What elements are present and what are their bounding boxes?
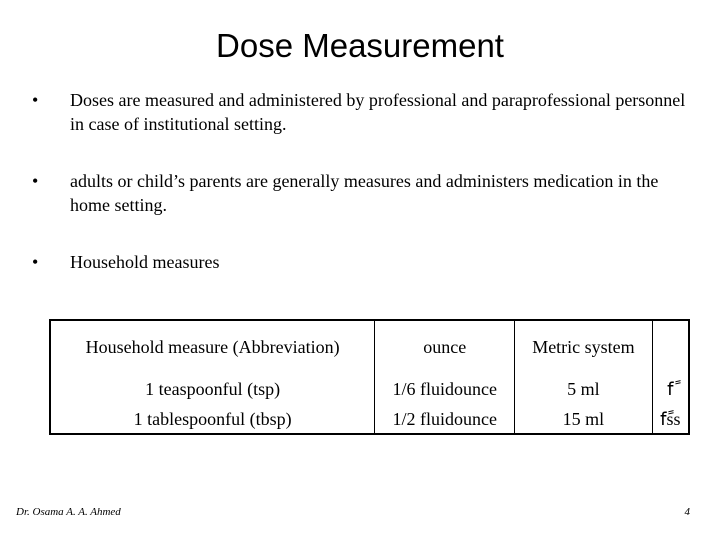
slide-title: Dose Measurement	[216, 27, 504, 64]
header-metric-system: Metric system	[515, 320, 652, 373]
bullet-list	[32, 88, 692, 274]
bullet-item	[32, 169, 692, 217]
bullet-marker: •	[32, 171, 39, 191]
bullet-text: Doses are measured and administered by professional and paraprofessional personnel in case of institutional setting.	[70, 90, 686, 134]
cell-ounce: 1/2 fluidounce	[375, 405, 515, 434]
bullet-text: adults or child’s parents are generally measures and administers medication in the home setting.	[70, 171, 659, 215]
bullet-item	[32, 88, 692, 136]
bullet-marker: •	[32, 90, 39, 110]
cell-household-measure: 1 teaspoonful (tsp)	[145, 378, 281, 399]
cell-apothecary: fًss	[652, 405, 689, 434]
table-row	[50, 405, 689, 434]
cell-metric: 15 ml	[515, 405, 652, 434]
page-number: 4	[684, 506, 690, 518]
cell-apothecary: fً	[652, 373, 689, 405]
footer-author: Dr. Osama A. A. Ahmed	[16, 506, 121, 518]
cell-ounce: 1/6 fluidounce	[375, 373, 515, 405]
household-measures-table	[49, 319, 690, 435]
bullet-item	[32, 250, 692, 274]
header-household-measure: Household measure (Abbreviation)	[85, 337, 340, 357]
header-ounce: ounce	[375, 320, 515, 373]
cell-metric: 5 ml	[515, 373, 652, 405]
table-row	[50, 373, 689, 405]
table-header-row	[50, 320, 689, 373]
bullet-marker: •	[32, 252, 39, 272]
bullet-text: Household measures	[70, 252, 220, 272]
cell-household-measure: 1 tablespoonful (tbsp)	[133, 408, 292, 429]
header-apothecary	[652, 320, 689, 373]
